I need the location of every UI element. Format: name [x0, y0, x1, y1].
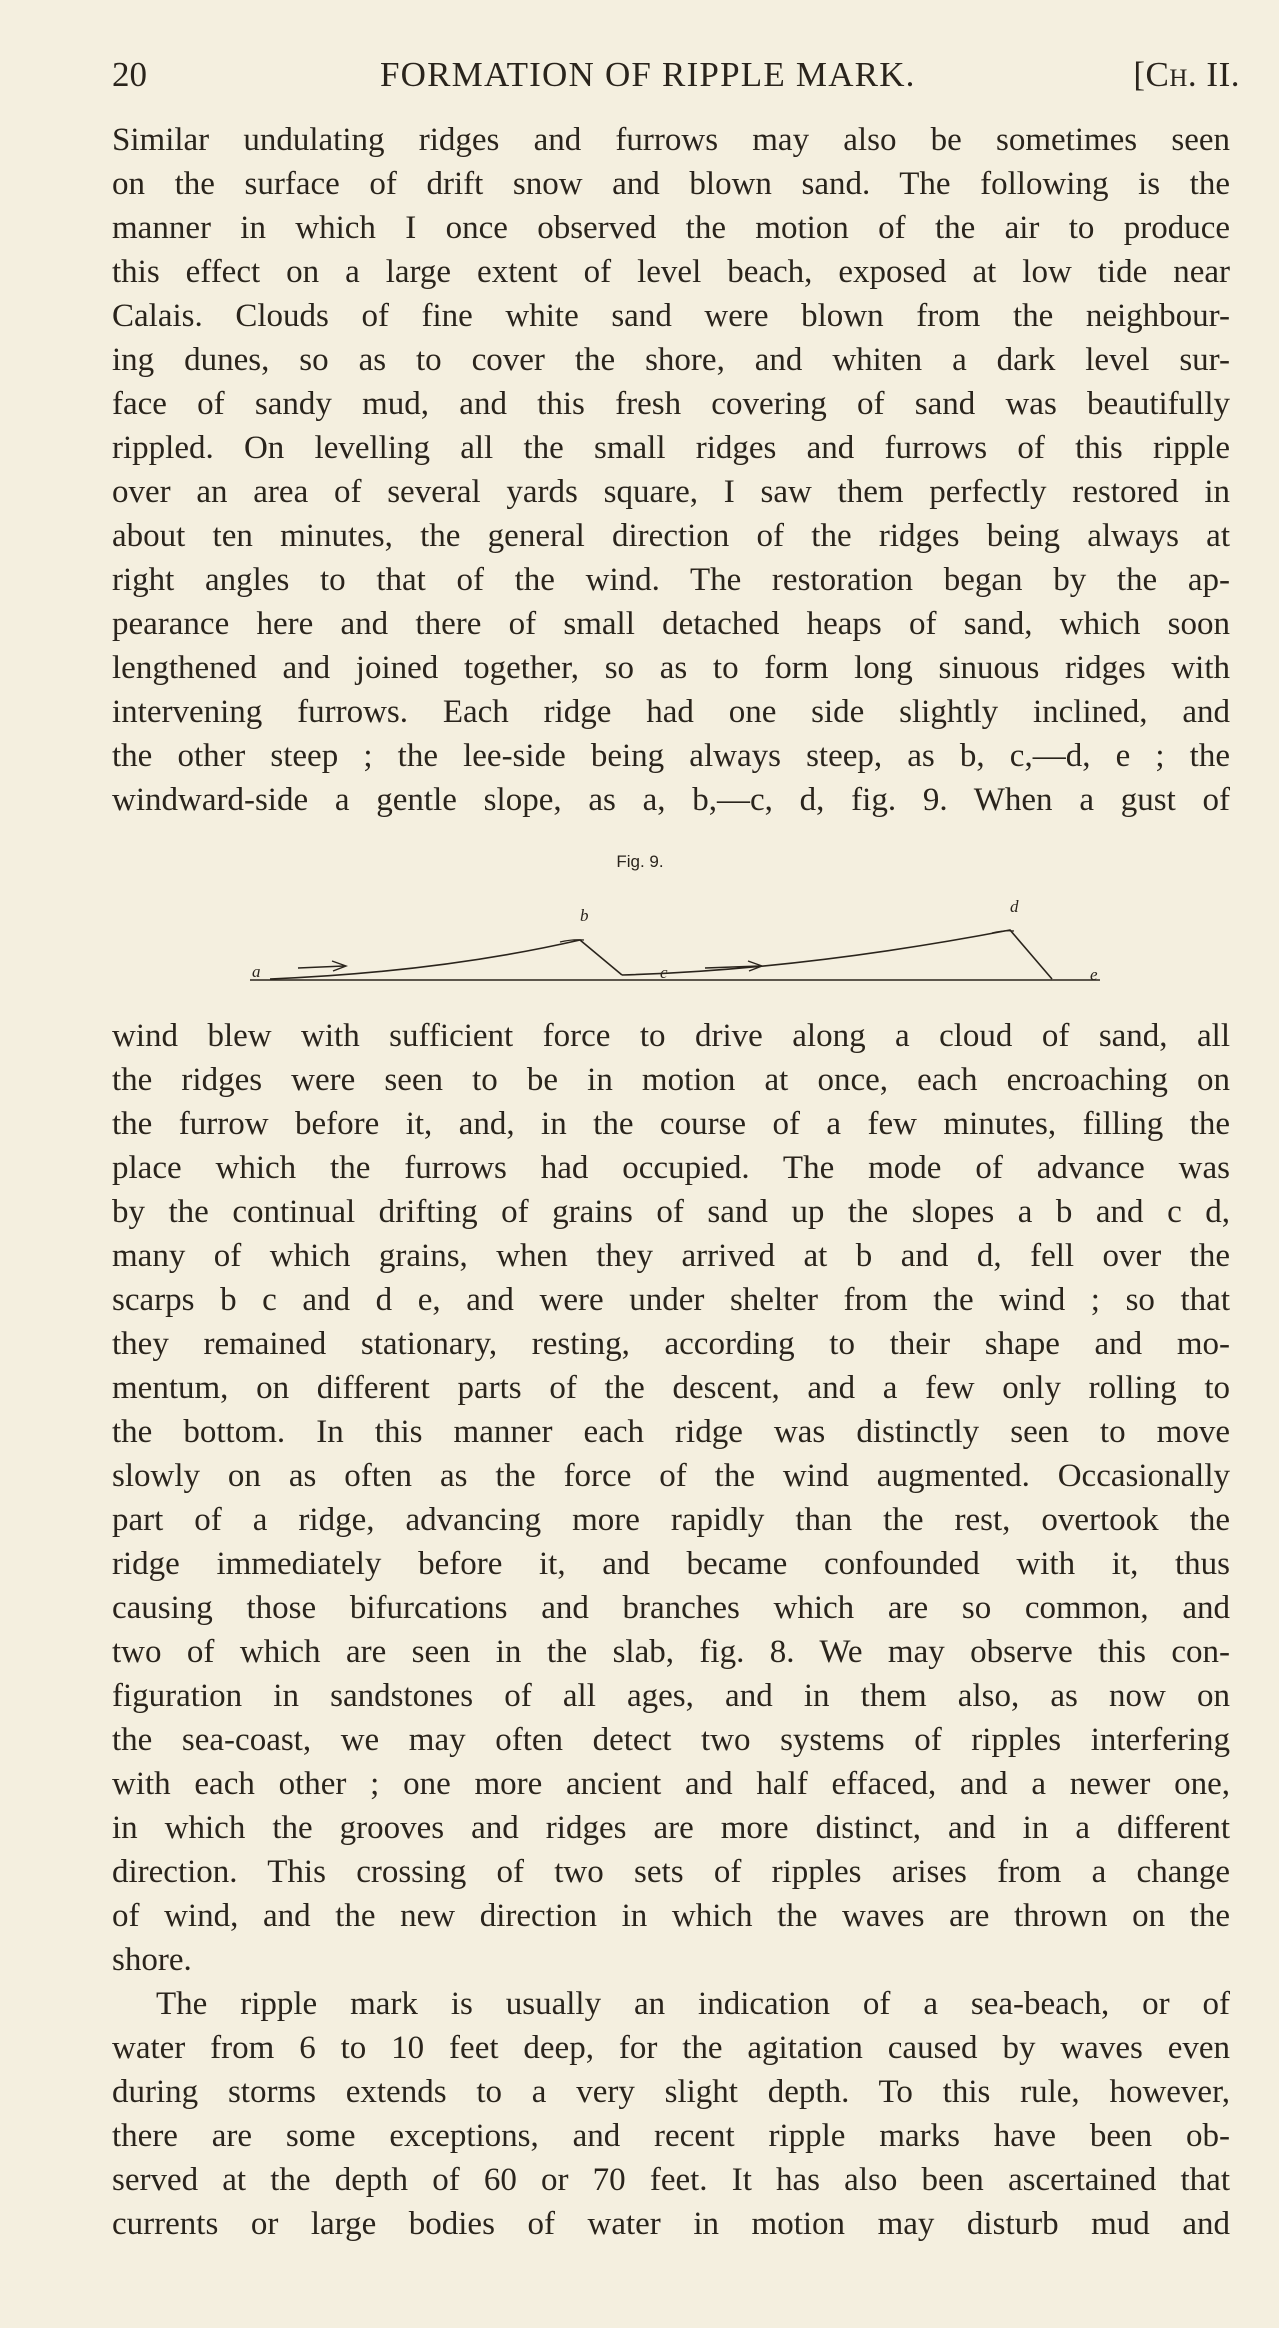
text-line: shore. [112, 1942, 192, 1978]
text-line: the other steep ; the lee-side being always steep, as b, c,—d, e ; the [112, 738, 1230, 774]
text-line: face of sandy mud, and this fresh covering of sand was beautifully [112, 386, 1230, 422]
label-a: a [252, 962, 261, 981]
label-b: b [580, 906, 589, 925]
text-line: with each other ; one more ancient and half effaced, and a newer one, [112, 1766, 1230, 1802]
label-c: c [660, 963, 668, 982]
text-line: pearance here and there of small detached heaps of sand, which soon [112, 606, 1230, 642]
text-line: intervening furrows. Each ridge had one side slightly inclined, and [112, 694, 1230, 730]
chapter-label: [Ch. II. [1133, 55, 1240, 94]
text-line: during storms extends to a very slight depth. To this rule, however, [112, 2074, 1230, 2110]
running-title: FORMATION OF RIPPLE MARK. [380, 55, 916, 94]
text-line: the furrow before it, and, in the course of a few minutes, filling the [112, 1106, 1230, 1142]
text-line: of wind, and the new direction in which the waves are thrown on the [112, 1898, 1230, 1934]
text-line: two of which are seen in the slab, fig. 8. We may observe this con- [112, 1634, 1230, 1670]
text-line: direction. This crossing of two sets of ripples arises from a change [112, 1854, 1230, 1890]
text-line: Calais. Clouds of fine white sand were blown from the neighbour- [112, 298, 1230, 334]
text-line: served at the depth of 60 or 70 feet. It has also been ascertained that [112, 2162, 1230, 2198]
ripple-ridge-2 [622, 930, 1052, 979]
text-line: many of which grains, when they arrived at b and d, fell over the [112, 1238, 1230, 1274]
text-line: the sea-coast, we may often detect two systems of ripples interfering [112, 1722, 1230, 1758]
text-line: manner in which I once observed the motion of the air to produce [112, 210, 1230, 246]
text-line: water from 6 to 10 feet deep, for the agitation caused by waves even [112, 2030, 1230, 2066]
text-line: ing dunes, so as to cover the shore, and whiten a dark level sur- [112, 342, 1230, 378]
figure-caption: Fig. 9. [616, 852, 664, 871]
text-line: currents or large bodies of water in motion may disturb mud and [112, 2206, 1230, 2242]
text-line: mentum, on different parts of the descent, and a few only rolling to [112, 1370, 1230, 1406]
text-line: place which the furrows had occupied. The mode of advance was [112, 1150, 1230, 1186]
text-line: windward-side a gentle slope, as a, b,—c, d, fig. 9. When a gust of [112, 782, 1230, 818]
text-line: rippled. On levelling all the small ridges and furrows of this ripple [112, 430, 1230, 466]
text-line: right angles to that of the wind. The restoration began by the ap- [112, 562, 1230, 598]
text-line: there are some exceptions, and recent ripple marks have been ob- [112, 2118, 1230, 2154]
text-line: over an area of several yards square, I saw them perfectly restored in [112, 474, 1230, 510]
text-line: on the surface of drift snow and blown sand. The following is the [112, 166, 1230, 202]
text-line: figuration in sandstones of all ages, and in them also, as now on [112, 1678, 1230, 1714]
text-line: Similar undulating ridges and furrows may also be sometimes seen [112, 122, 1230, 158]
text-line: the ridges were seen to be in motion at once, each encroaching on [112, 1062, 1230, 1098]
text-line: in which the grooves and ridges are more distinct, and in a different [112, 1810, 1230, 1846]
text-line: they remained stationary, resting, according to their shape and mo- [112, 1326, 1230, 1362]
text-line: scarps b c and d e, and were under shelter from the wind ; so that [112, 1282, 1230, 1318]
text-line: causing those bifurcations and branches which are so common, and [112, 1590, 1230, 1626]
text-line: by the continual drifting of grains of sand up the slopes a b and c d, [112, 1194, 1230, 1230]
label-d: d [1010, 897, 1019, 916]
text-line: lengthened and joined together, so as to form long sinuous ridges with [112, 650, 1230, 686]
ripple-ridge-1 [270, 940, 622, 979]
label-e: e [1090, 965, 1098, 984]
wind-arrow-1 [298, 961, 346, 971]
text-line: wind blew with sufficient force to drive along a cloud of sand, all [112, 1018, 1230, 1054]
text-line: part of a ridge, advancing more rapidly than the rest, overtook the [112, 1502, 1230, 1538]
text-line: about ten minutes, the general direction of the ridges being always at [112, 518, 1230, 554]
page-number: 20 [112, 55, 147, 94]
text-line: this effect on a large extent of level beach, exposed at low tide near [112, 254, 1230, 290]
text-line: ridge immediately before it, and became confounded with it, thus [112, 1546, 1230, 1582]
ripple-diagram [240, 880, 1120, 1000]
running-header [112, 50, 1240, 100]
text-line: slowly on as often as the force of the wind augmented. Occasionally [112, 1458, 1230, 1494]
text-line: the bottom. In this manner each ridge was distinctly seen to move [112, 1414, 1230, 1450]
text-line: The ripple mark is usually an indication of a sea-beach, or of [156, 1986, 1230, 2022]
